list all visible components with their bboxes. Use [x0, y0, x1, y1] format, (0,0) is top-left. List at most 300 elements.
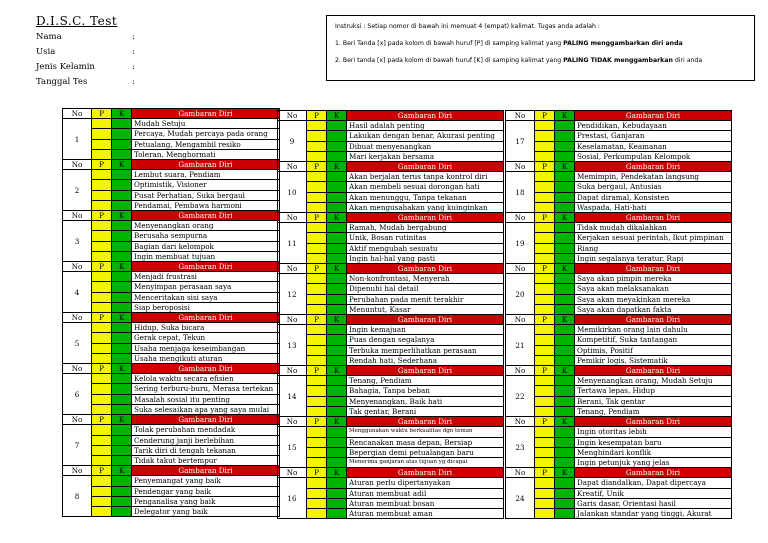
statement-row	[506, 498, 732, 508]
statement-text: Ingin segalanya teratur, Rapi	[575, 253, 732, 263]
statement-row	[278, 406, 504, 416]
header-p: P	[307, 366, 327, 376]
checkbox-k[interactable]	[555, 141, 575, 151]
question-number: 3	[63, 221, 92, 262]
statement-row	[506, 325, 732, 335]
statement-text: Optimis, Positif	[575, 345, 732, 355]
checkbox-p[interactable]	[535, 478, 555, 488]
checkbox-p[interactable]	[92, 486, 112, 496]
checkbox-k[interactable]	[555, 182, 575, 192]
checkbox-k[interactable]	[112, 200, 132, 210]
statement-row	[506, 172, 732, 182]
checkbox-k[interactable]	[112, 435, 132, 445]
checkbox-p[interactable]	[535, 151, 555, 161]
header-gambaran-diri: Gambaran Diri	[132, 466, 280, 476]
checkbox-p[interactable]	[92, 282, 112, 292]
checkbox-k[interactable]	[327, 345, 347, 355]
checkbox-p[interactable]	[307, 223, 327, 233]
checkbox-k[interactable]	[112, 404, 132, 414]
checkbox-k[interactable]	[112, 476, 132, 486]
checkbox-p[interactable]	[92, 180, 112, 190]
checkbox-k[interactable]	[327, 386, 347, 396]
statement-row	[278, 376, 504, 386]
checkbox-p[interactable]	[307, 498, 327, 508]
checkbox-k[interactable]	[327, 478, 347, 488]
header-gambaran-diri: Gambaran Diri	[575, 213, 732, 223]
checkbox-k[interactable]	[112, 170, 132, 180]
header-k: K	[112, 415, 132, 425]
header-gambaran-diri: Gambaran Diri	[575, 315, 732, 325]
field-nama[interactable]: Nama :	[36, 32, 135, 42]
checkbox-k[interactable]	[555, 131, 575, 141]
checkbox-p[interactable]	[92, 394, 112, 404]
checkbox-k[interactable]	[555, 355, 575, 365]
header-p: P	[307, 162, 327, 172]
checkbox-p[interactable]	[307, 406, 327, 416]
checkbox-p[interactable]	[92, 353, 112, 363]
statement-text: Rencanakan masa depan, Bersiap	[347, 437, 504, 447]
header-p: P	[535, 468, 555, 478]
checkbox-k[interactable]	[555, 151, 575, 161]
statement-text: Hasil adalah penting	[347, 121, 504, 131]
statement-text: Kerjakan sesuai perintah, Ikut pimpinan	[575, 233, 732, 243]
checkbox-k[interactable]	[327, 121, 347, 131]
checkbox-p[interactable]	[535, 274, 555, 284]
checkbox-p[interactable]	[92, 221, 112, 231]
statement-text: Penyemangat yang baik	[132, 476, 280, 486]
checkbox-p[interactable]	[535, 457, 555, 467]
statement-text: Menyenangkan orang, Mudah Setuju	[575, 376, 732, 386]
header-p: P	[307, 111, 327, 121]
header-k: K	[327, 468, 347, 478]
table-header-row	[506, 111, 732, 121]
checkbox-k[interactable]	[555, 406, 575, 416]
checkbox-k[interactable]	[555, 488, 575, 498]
checkbox-k[interactable]	[327, 325, 347, 335]
checkbox-p[interactable]	[92, 333, 112, 343]
statement-row	[63, 180, 280, 190]
checkbox-p[interactable]	[307, 151, 327, 161]
checkbox-k[interactable]	[112, 333, 132, 343]
header-gambaran-diri: Gambaran Diri	[347, 468, 504, 478]
statement-row	[278, 325, 504, 335]
header-no: No	[63, 262, 92, 272]
checkbox-k[interactable]	[327, 427, 347, 437]
checkbox-p[interactable]	[307, 182, 327, 192]
checkbox-p[interactable]	[92, 241, 112, 251]
checkbox-p[interactable]	[307, 274, 327, 284]
checkbox-p[interactable]	[92, 139, 112, 149]
checkbox-p[interactable]	[307, 121, 327, 131]
checkbox-p[interactable]	[307, 192, 327, 202]
checkbox-k[interactable]	[112, 272, 132, 282]
statement-text: Perubahan pada menit terakhir	[347, 294, 504, 304]
checkbox-p[interactable]	[307, 345, 327, 355]
checkbox-k[interactable]	[327, 253, 347, 263]
checkbox-k[interactable]	[112, 343, 132, 353]
statement-row	[506, 192, 732, 202]
checkbox-p[interactable]	[92, 384, 112, 394]
checkbox-p[interactable]	[307, 376, 327, 386]
checkbox-p[interactable]	[535, 427, 555, 437]
checkbox-k[interactable]	[555, 427, 575, 437]
header-gambaran-diri: Gambaran Diri	[575, 162, 732, 172]
checkbox-p[interactable]	[92, 476, 112, 486]
checkbox-k[interactable]	[555, 396, 575, 406]
checkbox-k[interactable]	[555, 284, 575, 294]
checkbox-p[interactable]	[307, 335, 327, 345]
checkbox-k[interactable]	[555, 294, 575, 304]
statement-row	[63, 353, 280, 363]
checkbox-p[interactable]	[307, 396, 327, 406]
checkbox-k[interactable]	[112, 425, 132, 435]
question-column-2	[277, 110, 504, 519]
checkbox-k[interactable]	[112, 180, 132, 190]
checkbox-p[interactable]	[92, 119, 112, 129]
statement-text: Bahagia, Tanpa beban	[347, 386, 504, 396]
checkbox-p[interactable]	[92, 343, 112, 353]
statement-row	[278, 355, 504, 365]
checkbox-k[interactable]	[327, 141, 347, 151]
checkbox-p[interactable]	[535, 243, 555, 253]
table-header-row	[63, 160, 280, 170]
statement-row	[278, 172, 504, 182]
checkbox-k[interactable]	[555, 121, 575, 131]
header-gambaran-diri: Gambaran Diri	[347, 264, 504, 274]
checkbox-p[interactable]	[535, 355, 555, 365]
checkbox-k[interactable]	[112, 251, 132, 261]
checkbox-p[interactable]	[92, 231, 112, 241]
question-number: 21	[506, 325, 535, 366]
statement-text: Sering terburu-buru, Merasa tertekan	[132, 384, 280, 394]
statement-row	[506, 478, 732, 488]
checkbox-p[interactable]	[92, 455, 112, 465]
checkbox-p[interactable]	[535, 253, 555, 263]
checkbox-k[interactable]	[555, 437, 575, 447]
checkbox-p[interactable]	[92, 149, 112, 159]
checkbox-p[interactable]	[307, 253, 327, 263]
checkbox-p[interactable]	[535, 131, 555, 141]
checkbox-k[interactable]	[112, 190, 132, 200]
checkbox-k[interactable]	[555, 253, 575, 263]
checkbox-k[interactable]	[555, 233, 575, 243]
header-p: P	[307, 264, 327, 274]
checkbox-p[interactable]	[307, 457, 327, 467]
checkbox-k[interactable]	[112, 374, 132, 384]
table-header-row	[278, 315, 504, 325]
statement-row	[506, 335, 732, 345]
checkbox-p[interactable]	[307, 478, 327, 488]
checkbox-k[interactable]	[555, 223, 575, 233]
checkbox-k[interactable]	[327, 437, 347, 447]
question-column-1	[62, 108, 280, 517]
checkbox-p[interactable]	[307, 386, 327, 396]
statement-row	[506, 437, 732, 447]
checkbox-p[interactable]	[92, 323, 112, 333]
statement-row	[506, 223, 732, 233]
checkbox-p[interactable]	[535, 498, 555, 508]
checkbox-p[interactable]	[92, 200, 112, 210]
checkbox-k[interactable]	[112, 323, 132, 333]
checkbox-p[interactable]	[92, 129, 112, 139]
checkbox-p[interactable]	[92, 374, 112, 384]
statement-row	[63, 394, 280, 404]
field-tanggal-tes[interactable]: Tanggal Tes :	[36, 77, 135, 87]
checkbox-k[interactable]	[327, 355, 347, 365]
statement-text: Usaha mengikuti aturan	[132, 353, 280, 363]
checkbox-k[interactable]	[112, 139, 132, 149]
table-header-row	[63, 364, 280, 374]
checkbox-p[interactable]	[92, 435, 112, 445]
checkbox-p[interactable]	[307, 304, 327, 314]
header-gambaran-diri: Gambaran Diri	[132, 415, 280, 425]
checkbox-p[interactable]	[92, 445, 112, 455]
checkbox-k[interactable]	[112, 455, 132, 465]
checkbox-p[interactable]	[535, 406, 555, 416]
checkbox-p[interactable]	[535, 508, 555, 518]
statement-text: Kelola waktu secara efisien	[132, 374, 280, 384]
checkbox-k[interactable]	[112, 119, 132, 129]
statement-row	[506, 508, 732, 518]
checkbox-k[interactable]	[112, 445, 132, 455]
statement-row	[506, 304, 732, 314]
checkbox-k[interactable]	[555, 202, 575, 212]
checkbox-p[interactable]	[307, 243, 327, 253]
statement-row	[278, 202, 504, 212]
checkbox-k[interactable]	[327, 406, 347, 416]
header-no: No	[506, 264, 535, 274]
checkbox-p[interactable]	[307, 131, 327, 141]
checkbox-p[interactable]	[307, 355, 327, 365]
checkbox-p[interactable]	[92, 425, 112, 435]
header-k: K	[327, 366, 347, 376]
checkbox-p[interactable]	[535, 223, 555, 233]
checkbox-k[interactable]	[112, 221, 132, 231]
checkbox-k[interactable]	[112, 129, 132, 139]
statement-row	[278, 427, 504, 437]
checkbox-k[interactable]	[327, 172, 347, 182]
checkbox-k[interactable]	[327, 498, 347, 508]
header-k: K	[112, 211, 132, 221]
field-usia[interactable]: Usia :	[36, 47, 135, 57]
checkbox-k[interactable]	[112, 292, 132, 302]
checkbox-p[interactable]	[307, 488, 327, 498]
checkbox-p[interactable]	[535, 141, 555, 151]
header-p: P	[307, 315, 327, 325]
checkbox-p[interactable]	[307, 325, 327, 335]
checkbox-k[interactable]	[327, 223, 347, 233]
statement-text: Akan menunggu, Tanpa tekanan	[347, 192, 504, 202]
checkbox-k[interactable]	[555, 498, 575, 508]
statement-text: Rendah hati, Sederhana	[347, 355, 504, 365]
checkbox-k[interactable]	[327, 508, 347, 518]
header-gambaran-diri: Gambaran Diri	[347, 315, 504, 325]
checkbox-p[interactable]	[535, 437, 555, 447]
question-number: 18	[506, 172, 535, 213]
checkbox-k[interactable]	[555, 274, 575, 284]
checkbox-p[interactable]	[535, 447, 555, 457]
checkbox-p[interactable]	[535, 192, 555, 202]
header-k: K	[555, 366, 575, 376]
header-k: K	[112, 313, 132, 323]
checkbox-p[interactable]	[307, 427, 327, 437]
checkbox-p[interactable]	[92, 292, 112, 302]
checkbox-p[interactable]	[307, 437, 327, 447]
checkbox-p[interactable]	[307, 508, 327, 518]
checkbox-p[interactable]	[535, 304, 555, 314]
header-p: P	[92, 466, 112, 476]
question-number: 22	[506, 376, 535, 417]
header-p: P	[92, 364, 112, 374]
statement-text: Ingin kesempatan baru	[575, 437, 732, 447]
checkbox-k[interactable]	[327, 488, 347, 498]
checkbox-k[interactable]	[327, 304, 347, 314]
checkbox-p[interactable]	[535, 386, 555, 396]
checkbox-k[interactable]	[112, 486, 132, 496]
statement-text: Sosial, Perkumpulan Kelompok	[575, 151, 732, 161]
checkbox-k[interactable]	[112, 302, 132, 312]
checkbox-p[interactable]	[307, 172, 327, 182]
question-number: 6	[63, 374, 92, 415]
checkbox-k[interactable]	[327, 396, 347, 406]
checkbox-k[interactable]	[327, 447, 347, 457]
table-header-row	[63, 211, 280, 221]
checkbox-p[interactable]	[307, 447, 327, 457]
statement-row	[278, 243, 504, 253]
checkbox-k[interactable]	[327, 376, 347, 386]
checkbox-k[interactable]	[327, 274, 347, 284]
header-p: P	[535, 213, 555, 223]
checkbox-k[interactable]	[555, 457, 575, 467]
statement-row	[506, 151, 732, 161]
checkbox-k[interactable]	[555, 508, 575, 518]
checkbox-p[interactable]	[535, 182, 555, 192]
statement-text: Aturan membuat aman	[347, 508, 504, 518]
checkbox-p[interactable]	[535, 345, 555, 355]
statement-row	[63, 384, 280, 394]
statement-text: Tarik diri di tengah tekanan	[132, 445, 280, 455]
statement-row	[63, 455, 280, 465]
checkbox-p[interactable]	[535, 294, 555, 304]
checkbox-p[interactable]	[535, 376, 555, 386]
checkbox-k[interactable]	[555, 304, 575, 314]
checkbox-p[interactable]	[535, 325, 555, 335]
checkbox-p[interactable]	[92, 302, 112, 312]
header-p: P	[535, 366, 555, 376]
checkbox-k[interactable]	[112, 241, 132, 251]
checkbox-k[interactable]	[327, 182, 347, 192]
checkbox-p[interactable]	[307, 141, 327, 151]
checkbox-k[interactable]	[555, 478, 575, 488]
statement-text: Saya akan melaksanakan	[575, 284, 732, 294]
checkbox-p[interactable]	[535, 284, 555, 294]
statement-row	[278, 223, 504, 233]
checkbox-p[interactable]	[535, 202, 555, 212]
checkbox-k[interactable]	[112, 231, 132, 241]
checkbox-k[interactable]	[327, 131, 347, 141]
checkbox-k[interactable]	[327, 233, 347, 243]
checkbox-k[interactable]	[112, 282, 132, 292]
statement-text: Mari kerjakan bersama	[347, 151, 504, 161]
statement-text: Dapat diandalkan, Dapat dipercaya	[575, 478, 732, 488]
checkbox-k[interactable]	[555, 447, 575, 457]
checkbox-p[interactable]	[92, 170, 112, 180]
header-gambaran-diri: Gambaran Diri	[347, 366, 504, 376]
checkbox-k[interactable]	[555, 325, 575, 335]
checkbox-k[interactable]	[555, 345, 575, 355]
checkbox-p[interactable]	[535, 121, 555, 131]
header-k: K	[555, 468, 575, 478]
checkbox-k[interactable]	[112, 506, 132, 516]
checkbox-k[interactable]	[327, 335, 347, 345]
checkbox-k[interactable]	[327, 202, 347, 212]
statement-row	[278, 488, 504, 498]
checkbox-k[interactable]	[555, 386, 575, 396]
checkbox-k[interactable]	[327, 457, 347, 467]
statement-text: Pendamai, Pembawa harmoni	[132, 200, 280, 210]
checkbox-p[interactable]	[92, 190, 112, 200]
checkbox-p[interactable]	[535, 396, 555, 406]
statement-text: Suka selesaikan apa yang saya mulai	[132, 404, 280, 414]
checkbox-p[interactable]	[307, 202, 327, 212]
statement-row	[506, 253, 732, 263]
checkbox-k[interactable]	[555, 192, 575, 202]
checkbox-p[interactable]	[307, 233, 327, 243]
checkbox-p[interactable]	[535, 172, 555, 182]
statement-text: Cenderung janji berlebihan	[132, 435, 280, 445]
checkbox-k[interactable]	[555, 243, 575, 253]
checkbox-k[interactable]	[112, 353, 132, 363]
statement-text: Menyenangkan orang	[132, 221, 280, 231]
checkbox-k[interactable]	[555, 172, 575, 182]
header-p: P	[92, 211, 112, 221]
checkbox-k[interactable]	[112, 149, 132, 159]
statement-row	[506, 202, 732, 212]
checkbox-p[interactable]	[92, 506, 112, 516]
checkbox-k[interactable]	[555, 376, 575, 386]
field-jenis-kelamin[interactable]: Jenis Kelamin :	[36, 62, 135, 72]
statement-text: Pendidikan, Kebudayaan	[575, 121, 732, 131]
statement-row	[278, 386, 504, 396]
statement-text: Tidak mudah dikalahkan	[575, 223, 732, 233]
statement-row	[506, 457, 732, 467]
checkbox-k[interactable]	[112, 384, 132, 394]
statement-text: Kreatif, Unik	[575, 488, 732, 498]
checkbox-k[interactable]	[555, 335, 575, 345]
checkbox-k[interactable]	[327, 284, 347, 294]
checkbox-p[interactable]	[535, 335, 555, 345]
checkbox-p[interactable]	[92, 404, 112, 414]
header-k: K	[555, 417, 575, 427]
statement-row	[63, 425, 280, 435]
checkbox-k[interactable]	[327, 192, 347, 202]
checkbox-k[interactable]	[327, 294, 347, 304]
question-number: 20	[506, 274, 535, 315]
checkbox-k[interactable]	[112, 394, 132, 404]
checkbox-p[interactable]	[307, 284, 327, 294]
checkbox-k[interactable]	[112, 496, 132, 506]
checkbox-p[interactable]	[535, 488, 555, 498]
statement-text: Aturan membuat bosan	[347, 498, 504, 508]
checkbox-p[interactable]	[307, 294, 327, 304]
checkbox-k[interactable]	[327, 151, 347, 161]
statement-text: Suka bergaul, Antusias	[575, 182, 732, 192]
checkbox-p[interactable]	[92, 272, 112, 282]
checkbox-p[interactable]	[535, 233, 555, 243]
checkbox-p[interactable]	[92, 496, 112, 506]
checkbox-p[interactable]	[92, 251, 112, 261]
checkbox-k[interactable]	[327, 243, 347, 253]
